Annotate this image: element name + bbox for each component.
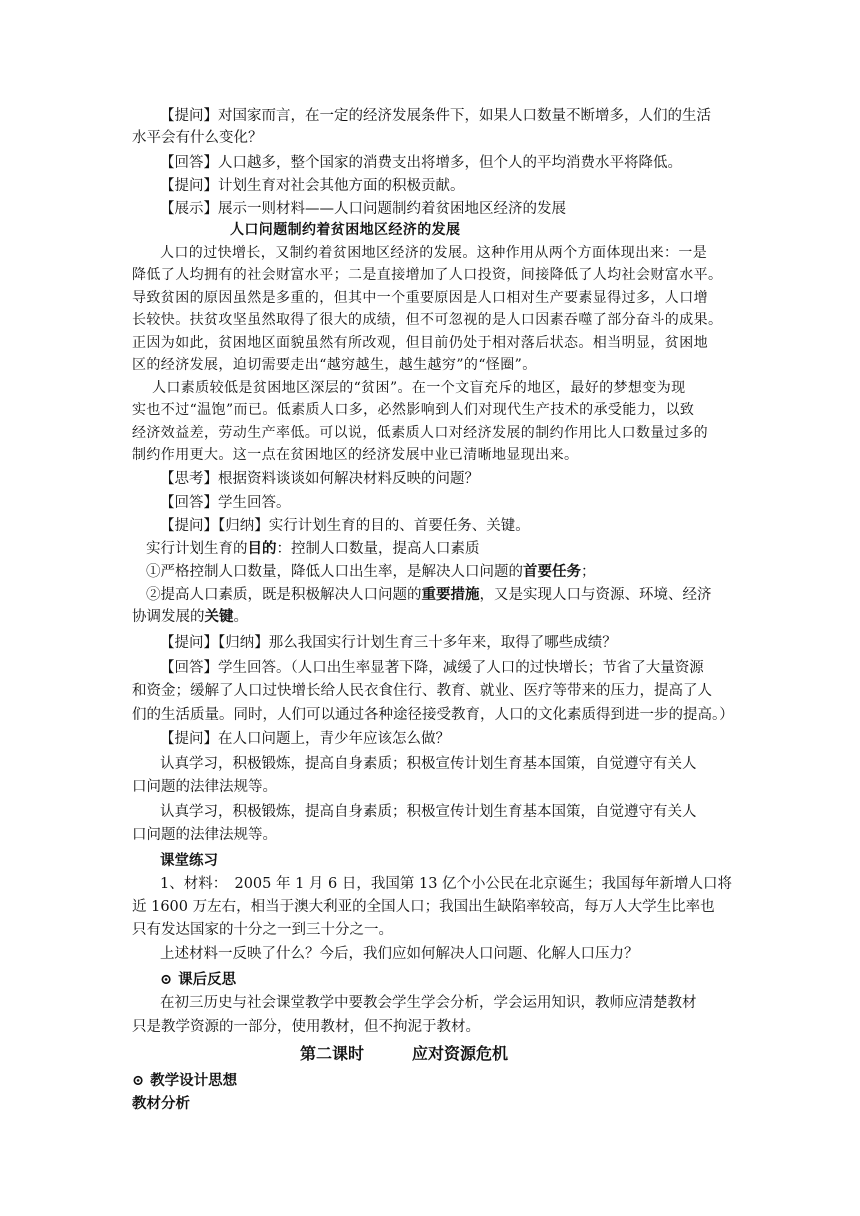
paragraph-line: 1、材料： 2005 年 1 月 6 日，我国第 13 亿个小公民在北京诞生；我国每年新增人口将 (160, 876, 733, 892)
circled-dot-icon: ⊙ (132, 1072, 145, 1089)
paragraph-line (146, 561, 746, 583)
paragraph-line: 水平会有什么变化？ (132, 130, 263, 146)
text-run: 协调发展的 (132, 609, 205, 625)
material-line: 人口素质较低是贫困地区深层的“贫困”。在一个文盲充斥的地区，最好的梦想变为现 (152, 380, 686, 396)
paragraph-line (146, 538, 746, 560)
paragraph-line: 近 1600 万左右，相当于澳大利亚的全国人口；我国出生缺陷率较高，每万人大学生比率也 (132, 899, 715, 915)
text-run: 。 (233, 609, 248, 625)
material-line: 正因为如此，贫困地区面貌虽然有所改观，但目前仍处于相对落后状态。相当明显，贫困地 (132, 335, 708, 351)
material-line: 人口的过快增长，又制约着贫困地区经济的发展。这种作用从两个方面体现出来：一是 (160, 245, 708, 261)
paragraph-line: 【展示】展示一则材料——人口问题制约着贫困地区经济的发展 (160, 201, 566, 217)
paragraph-line: 和资金；缓解了人口过快增长给人民衣食住行、教育、就业、医疗等带来的压力，提高了人 (132, 683, 712, 699)
text-run: ：控制人口数量，提高人口素质 (276, 541, 480, 557)
emphasis: 重要措施 (421, 586, 480, 603)
paragraph-line: 认真学习，积极锻炼，提高自身素质；积极宣传计划生育基本国策，自觉遵守有关人 (160, 804, 697, 820)
paragraph-line: 认真学习，积极锻炼，提高自身素质；积极宣传计划生育基本国策，自觉遵守有关人 (160, 756, 697, 772)
heading-text: 教学设计思想 (150, 1072, 238, 1089)
section-heading (160, 968, 236, 989)
text-run: ②提高人口素质，既是积极解决人口问题的 (146, 587, 422, 603)
emphasis: 目的 (247, 540, 277, 557)
paragraph-line: 【提问】【归纳】实行计划生育的目的、首要任务、关键。 (160, 518, 530, 534)
paragraph-line: 只有发达国家的十分之一到三十分之一。 (132, 922, 393, 938)
paragraph-line: 【提问】【归纳】那么我国实行计划生育三十多年来，取得了哪些成绩？ (160, 635, 617, 651)
paragraph-line (132, 606, 732, 628)
paragraph-line: 在初三历史与社会课堂教学中要教会学生学会分析，学会运用知识，教师应清楚教材 (160, 995, 697, 1011)
material-line: 制约作用更大。这一点在贫困地区的经济发展中业已清晰地显现出来。 (132, 447, 579, 463)
material-line: 长较快。扶贫攻坚虽然取得了很大的成绩，但不可忽视的是人口因素吞噬了部分奋斗的成果。 (132, 312, 723, 328)
material-line: 区的经济发展，迫切需要走出“越穷越生，越生越穷”的“怪圈”。 (132, 357, 537, 373)
text-run: ①严格控制人口数量，降低人口出生率，是解决人口问题的 (146, 564, 523, 580)
text-run: ，又是实现人口与资源、环境、经济 (479, 587, 712, 603)
text-run: ； (581, 564, 596, 580)
lesson-number: 第二课时 (300, 1044, 365, 1063)
paragraph-line: 【提问】在人口问题上，青少年应该怎么做？ (160, 731, 450, 747)
heading-text: 课后反思 (178, 971, 237, 988)
material-title: 人口问题制约着贫困地区经济的发展 (230, 222, 461, 238)
paragraph-line: 口问题的法律法规等。 (132, 827, 277, 843)
material-line: 经济效益差，劳动生产率低。可以说，低素质人口对经济发展的制约作用比人口数量过多的 (132, 425, 708, 441)
section-heading: 课堂练习 (160, 852, 218, 869)
lesson-title (300, 1041, 508, 1064)
paragraph-line: 【回答】学生回答。 (160, 495, 291, 511)
emphasis: 首要任务 (523, 563, 581, 580)
material-line: 导致贫困的原因虽然是多重的，但其中一个重要原因是人口相对生产要素显得过多，人口增 (132, 290, 708, 306)
paragraph-line: 只是教学资源的一部分，使用教材，但不拘泥于教材。 (132, 1019, 480, 1035)
circled-dot-icon: ⊙ (160, 971, 173, 988)
emphasis: 关键 (204, 608, 234, 625)
material-line: 实也不过“温饱”而已。低素质人口多，必然影响到人们对现代生产技术的承受能力，以致 (132, 402, 695, 418)
paragraph-line: 口问题的法律法规等。 (132, 779, 277, 795)
paragraph-line: 【回答】学生回答。（人口出生率显著下降，减缓了人口的过快增长；节省了大量资源 (160, 660, 704, 676)
paragraph-line: 【提问】计划生育对社会其他方面的积极贡献。 (160, 178, 465, 194)
text-run: 实行计划生育的 (146, 541, 248, 557)
paragraph-line: 【提问】对国家而言，在一定的经济发展条件下，如果人口数量不断增多，人们的生活 (160, 108, 711, 124)
paragraph-line: 【回答】人口越多，整个国家的消费支出将增多，但个人的平均消费水平将降低。 (160, 155, 682, 171)
section-heading: 教材分析 (132, 1095, 190, 1112)
section-heading (132, 1069, 237, 1090)
material-line: 降低了人均拥有的社会财富水平；二是直接增加了人口投资，间接降低了人均社会财富水平。 (132, 267, 723, 283)
lesson-topic: 应对资源危机 (412, 1044, 509, 1063)
paragraph-line: 们的生活质量。同时，人们可以通过各种途径接受教育，人口的文化素质得到进一步的提高。） (132, 707, 734, 723)
paragraph-line: 【思考】根据资料谈谈如何解决材料反映的问题？ (160, 471, 479, 487)
paragraph-line: 上述材料一反映了什么？今后，我们应如何解决人口问题、化解人口压力？ (160, 946, 639, 962)
paragraph-line (146, 584, 746, 606)
